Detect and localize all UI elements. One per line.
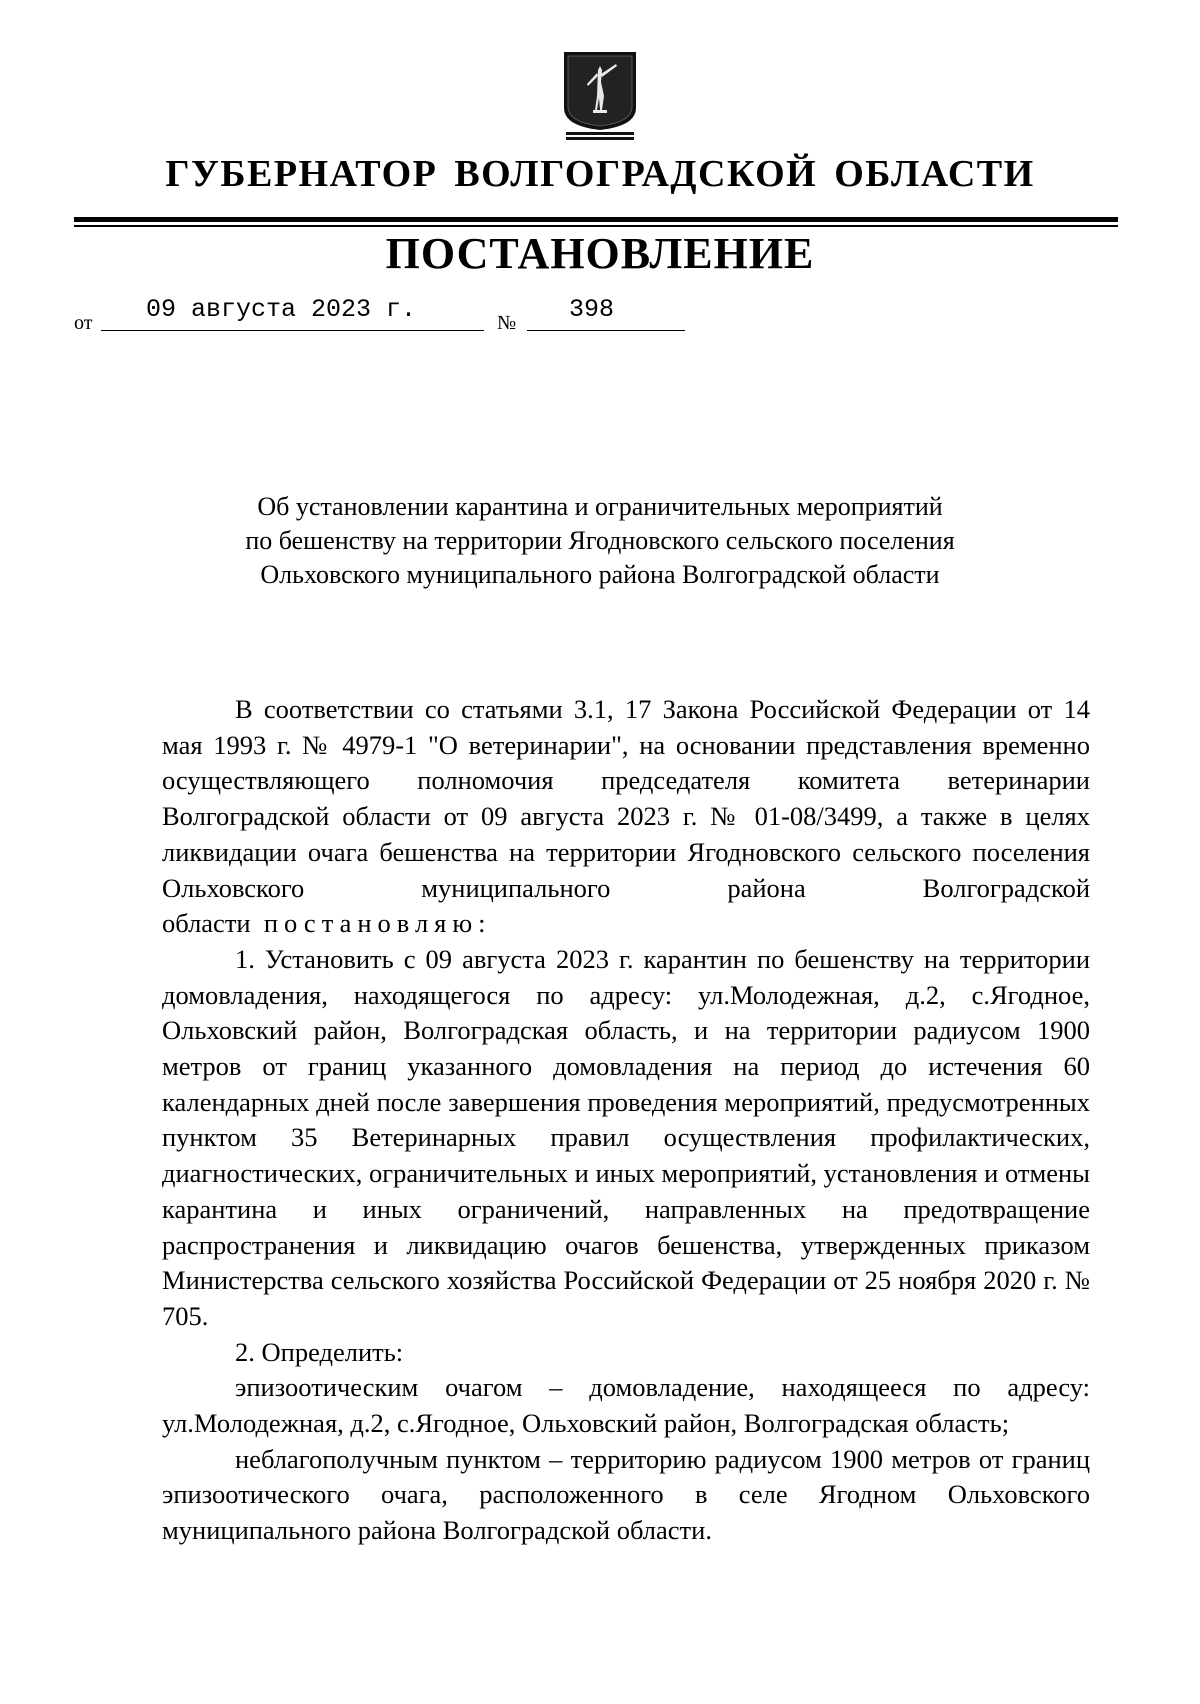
number-prefix: № [497,312,517,334]
item-2b-paragraph: неблагополучным пунктом – территорию радиусом 1900 метров от границ эпизоотического очага, расположенного в селе Ягодном Ольховского муниципального района Волгоградской области. [162,1443,1090,1546]
resolve-word: постановляю: [263,908,492,939]
document-type-heading: ПОСТАНОВЛЕНИЕ [385,229,815,278]
preamble-text: В соответствии со статьями 3.1, 17 Закона Российской Федерации от 14 мая 1993 г. № 4979-1 "О ветеринарии", на основании представления временно осуществляющего полномочия председателя комитета ветеринарии Волгоградской области от 09 августа 2023 г. № 01-08/3499, а также в целях ликвидации очага бешенства на территории Ягодновского сельского поселения Ольховского муниципального района Волгоградской области [162,694,1090,939]
document-date: 09 августа 2023 г. [146,295,417,324]
document-body [162,692,1090,1549]
title-line-3: Ольховского муниципального района Волгоградской области [260,560,940,589]
number-underline [527,330,685,331]
date-underline [101,330,484,331]
preamble-paragraph [162,692,1090,942]
volgograd-emblem-icon [560,50,640,144]
document-number: 398 [569,295,615,324]
item-2-paragraph: 2. Определить: [235,1336,404,1367]
issuing-authority: ГУБЕРНАТОР ВОЛГОГРАДСКОЙ ОБЛАСТИ [165,153,1035,195]
item-2a-paragraph: эпизоотическим очагом – домовладение, находящееся по адресу: ул.Молодежная, д.2, с.Ягодное, Ольховский район, Волгоградская область; [162,1372,1090,1439]
header-divider-thin [74,225,1118,227]
title-line-2: по бешенству на территории Ягодновского сельского поселения [245,526,955,555]
date-prefix: от [74,312,93,334]
document-title [150,490,1050,592]
item-1-paragraph: 1. Установить с 09 августа 2023 г. карантин по бешенству на территории домовладения, находящегося по адресу: ул.Молодежная, д.2, с.Ягодное, Ольховский район, Волгоградская область, и на территории радиусом 1900 метров от границ указанного домовладения на период до истечения 60 календарных дней после завершения проведения мероприятий, предусмотренных пунктом 35 Ветеринарных правил осуществления профилактических, диагностических, ограничительных и иных мероприятий, установления и отмены карантина и иных ограничений, направленных на предотвращение распространения и ликвидацию очагов бешенства, утвержденных приказом Министерства сельского хозяйства Российской Федерации от 25 ноября 2020 г. № 705. [162,943,1090,1331]
title-line-1: Об установлении карантина и ограничительных мероприятий [257,492,943,521]
header-divider-thick [74,217,1118,222]
